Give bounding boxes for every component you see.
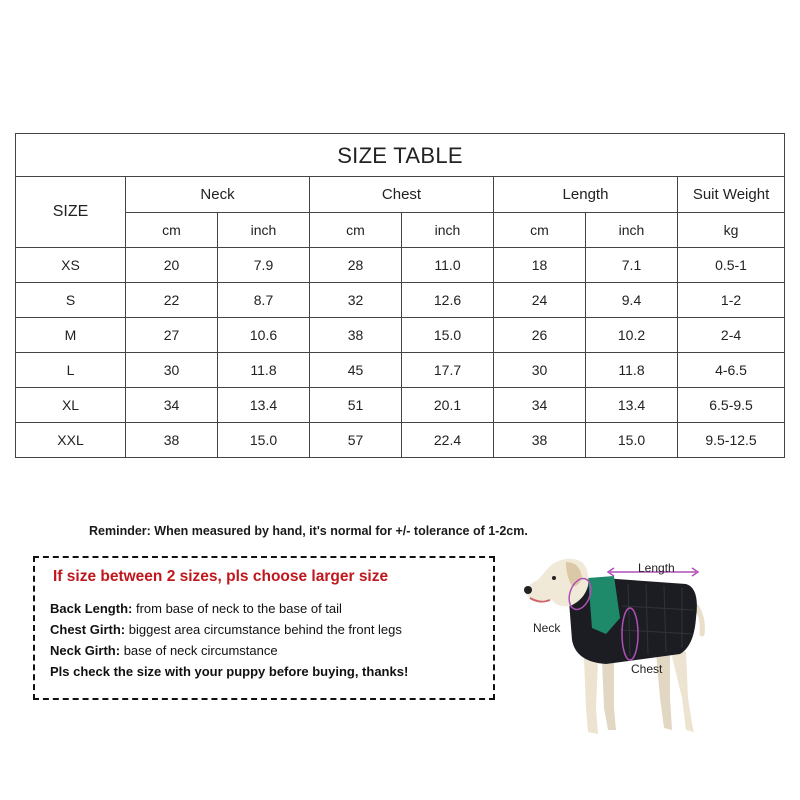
table-cell: 7.1 [586,248,678,283]
vest-shape [568,578,697,664]
neck-label: Neck [533,621,561,635]
table-cell: L [16,353,126,388]
check-size-note: Pls check the size with your puppy before buying, thanks! [50,664,409,679]
neck-girth-note [50,643,278,658]
chest-girth-text: biggest area circumstance behind the front legs [125,622,402,637]
table-cell: 7.9 [218,248,310,283]
table-cell: 12.6 [402,283,494,318]
table-cell: S [16,283,126,318]
table-cell: 17.7 [402,353,494,388]
table-cell: 9.5-12.5 [678,423,785,458]
table-cell: 26 [494,318,586,353]
table-cell: 27 [126,318,218,353]
table-cell: 11.8 [586,353,678,388]
table-cell: 22.4 [402,423,494,458]
table-cell: 15.0 [586,423,678,458]
table-row [16,248,785,283]
size-column-header: SIZE [16,177,126,248]
table-cell: 6.5-9.5 [678,388,785,423]
table-cell: 13.4 [218,388,310,423]
dog-eye [552,576,556,580]
measurement-reminder: Reminder: When measured by hand, it's normal for +/- tolerance of 1-2cm. [89,524,528,538]
table-cell: 20 [126,248,218,283]
table-cell: 4-6.5 [678,353,785,388]
unit-header: cm [126,213,218,248]
table-cell: 13.4 [586,388,678,423]
table-cell: 11.8 [218,353,310,388]
size-table [15,133,785,458]
table-row [16,318,785,353]
table-cell: 45 [310,353,402,388]
back-length-note [50,601,342,616]
length-group-header: Length [494,177,678,213]
table-cell: 38 [310,318,402,353]
dog-illustration [510,548,710,748]
measuring-notes-box [33,556,495,700]
table-cell: 30 [494,353,586,388]
dog-measurement-diagram [510,548,710,748]
table-row [16,283,785,318]
size-advice-heading: If size between 2 sizes, pls choose larger size [53,568,389,585]
unit-header: cm [310,213,402,248]
table-cell: 38 [126,423,218,458]
table-cell: 18 [494,248,586,283]
dog-nose [524,586,532,594]
chest-label: Chest [631,662,663,676]
table-row [16,423,785,458]
chest-girth-note [50,622,402,637]
table-cell: 30 [126,353,218,388]
suit-weight-header: Suit Weight [678,177,785,213]
table-cell: 28 [310,248,402,283]
table-title: SIZE TABLE [16,134,785,177]
unit-header: kg [678,213,785,248]
table-cell: XXL [16,423,126,458]
table-cell: XS [16,248,126,283]
table-cell: XL [16,388,126,423]
table-cell: 51 [310,388,402,423]
table-cell: 38 [494,423,586,458]
length-label: Length [638,561,675,575]
table-cell: 10.2 [586,318,678,353]
neck-girth-label: Neck Girth: [50,643,121,658]
table-row [16,388,785,423]
table-cell: 9.4 [586,283,678,318]
neck-girth-text: base of neck circumstance [120,643,278,658]
table-row [16,353,785,388]
table-cell: 22 [126,283,218,318]
neck-group-header: Neck [126,177,310,213]
table-cell: 11.0 [402,248,494,283]
unit-header: inch [586,213,678,248]
table-cell: 15.0 [402,318,494,353]
chest-group-header: Chest [310,177,494,213]
table-cell: 1-2 [678,283,785,318]
table-cell: 34 [494,388,586,423]
table-cell: 0.5-1 [678,248,785,283]
table-cell: 32 [310,283,402,318]
table-cell: 20.1 [402,388,494,423]
table-cell: 24 [494,283,586,318]
unit-header: cm [494,213,586,248]
table-cell: 2-4 [678,318,785,353]
table-cell: 34 [126,388,218,423]
unit-header: inch [402,213,494,248]
back-length-label: Back Length: [50,601,133,616]
unit-header: inch [218,213,310,248]
table-cell: 57 [310,423,402,458]
chest-girth-label: Chest Girth: [50,622,126,637]
table-cell: 15.0 [218,423,310,458]
table-cell: M [16,318,126,353]
table-cell: 10.6 [218,318,310,353]
back-length-text: from base of neck to the base of tail [132,601,342,616]
table-cell: 8.7 [218,283,310,318]
